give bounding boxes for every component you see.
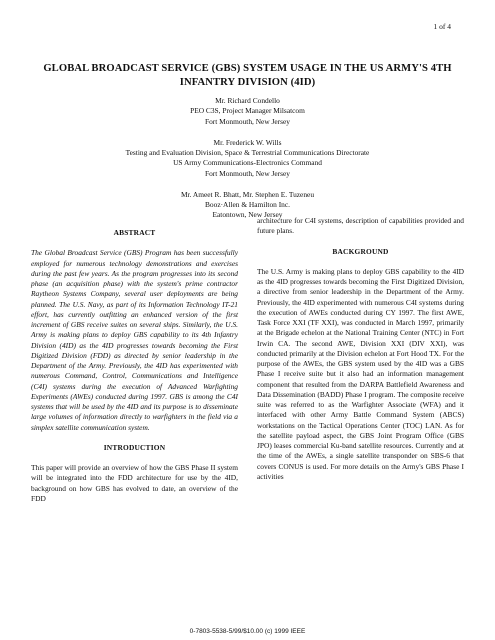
author-line: Fort Monmouth, New Jersey [205, 116, 290, 126]
author-line: Fort Monmouth, New Jersey [205, 168, 290, 178]
page-number: 1 of 4 [433, 22, 451, 31]
background-heading: BACKGROUND [332, 246, 389, 256]
introduction-heading: INTRODUCTION [103, 442, 166, 452]
copyright-footer: 0-7803-5538-5/99/$10.00 (c) 1999 IEEE [189, 628, 306, 635]
right-column [257, 216, 464, 492]
paper-title: GLOBAL BROADCAST SERVICE (GBS) SYSTEM USAGE IN THE US ARMY'S 4TH INFANTRY DIVISION (4ID) [43, 63, 452, 88]
background-text: The U.S. Army is making plans to deploy GBS capability to the 4ID as the 4ID progresses towards becoming the First Digitized Division, a directive from senior leadership in the Department of the Army. Previously, the 4ID experimented with numerous C4I systems during the execution of AWEs conducted during CY 1997. The first AWE, Task Force XXI (TF XXI), was conducted in March 1997, primarily at the Brigade echelon at the National Training Center (NTC) in Fort Irwin CA. The second AWE, Division XXI (DIV XXI), was conducted primarily at the Division echelon at Fort Hood TX. For the purpose of the AWEs, the GBS system used by the 4ID was a GBS Phase I receive suite but it also had an information management component that resulted from the DARPA Battlefield Awareness and Data Dissemination (BADD) Phase I program. The composite receive suite was referred to as the Warfighter Associate (WFA) and it interfaced with other Army Battle Command System (ABCS) workstations on the Tactical Operations Center (TOC) LAN. As for the satellite payload aspect, the GBS Joint Program Office (GBS JPO) leases commercial Ku-band satellite resources. Currently and at the time of the AWEs, a single satellite transponder on SBS-6 that covers CONUS is used. For more details on the Army's GBS Phase I activities [257, 266, 464, 481]
left-column [31, 228, 238, 514]
author-line: Mr. Ameet R. Bhatt, Mr. Stephen E. Tuzeneu [180, 189, 315, 199]
author-block [30, 96, 465, 231]
author-line: Mr. Frederick W. Wills [213, 137, 282, 147]
introduction-continued-text: architecture for C4I systems, description of capabilities provided and future plans. [257, 216, 464, 236]
abstract-text: The Global Broadcast Service (GBS) Program has been successfully employed for numerous technology demonstrations and exercises during the past few years. As the program progresses into its second phase (an acquisition phase) with the system's prime contractor Raytheon Systems Company, several user deployments are being planned. The U.S. Navy, as part of its Information Technology IT-21 effort, has currently outfitting an enhanced version of the first increment of GBS receive suites on several ships. Similarly, the U.S. Army is making plans to deploy GBS capability to its 4th Infantry Division (4ID) as the 4ID progresses towards becoming the First Digitized Division (FDD) as directed by senior leadership in the Department of the Army. Previously, the 4ID has experimented with numerous Command, Control, Communications and Intelligence (C4I) systems during the execution of Advanced Warfighting Experiments (AWEs) conducted during 1997. GBS is among the C4I systems that will be used by the 4ID and its purpose is to disseminate large volumes of information directly to warfighters in the field via a simplex satellite communication system. [31, 248, 238, 432]
author-line: Eatontown, New Jersey [212, 210, 283, 220]
author-group-1 [30, 96, 465, 127]
author-group-2 [30, 138, 465, 180]
author-line: Mr. Richard Condello [215, 96, 280, 105]
author-line: PEO C3S, Project Manager Milsatcom [190, 106, 305, 116]
abstract-heading: ABSTRACT [113, 228, 156, 237]
author-line: US Army Communications-Electronics Command [173, 158, 322, 168]
author-line: Booz·Allen & Hamilton Inc. [205, 200, 290, 210]
introduction-text: This paper will provide an overview of how the GBS Phase II system will be integrated into the FDD architecture for use by the 4ID, background on how GBS has evolved to date, an overview of the FDD [31, 463, 238, 503]
author-line: Testing and Evaluation Division, Space & Terrestrial Communications Directorate [125, 148, 370, 158]
